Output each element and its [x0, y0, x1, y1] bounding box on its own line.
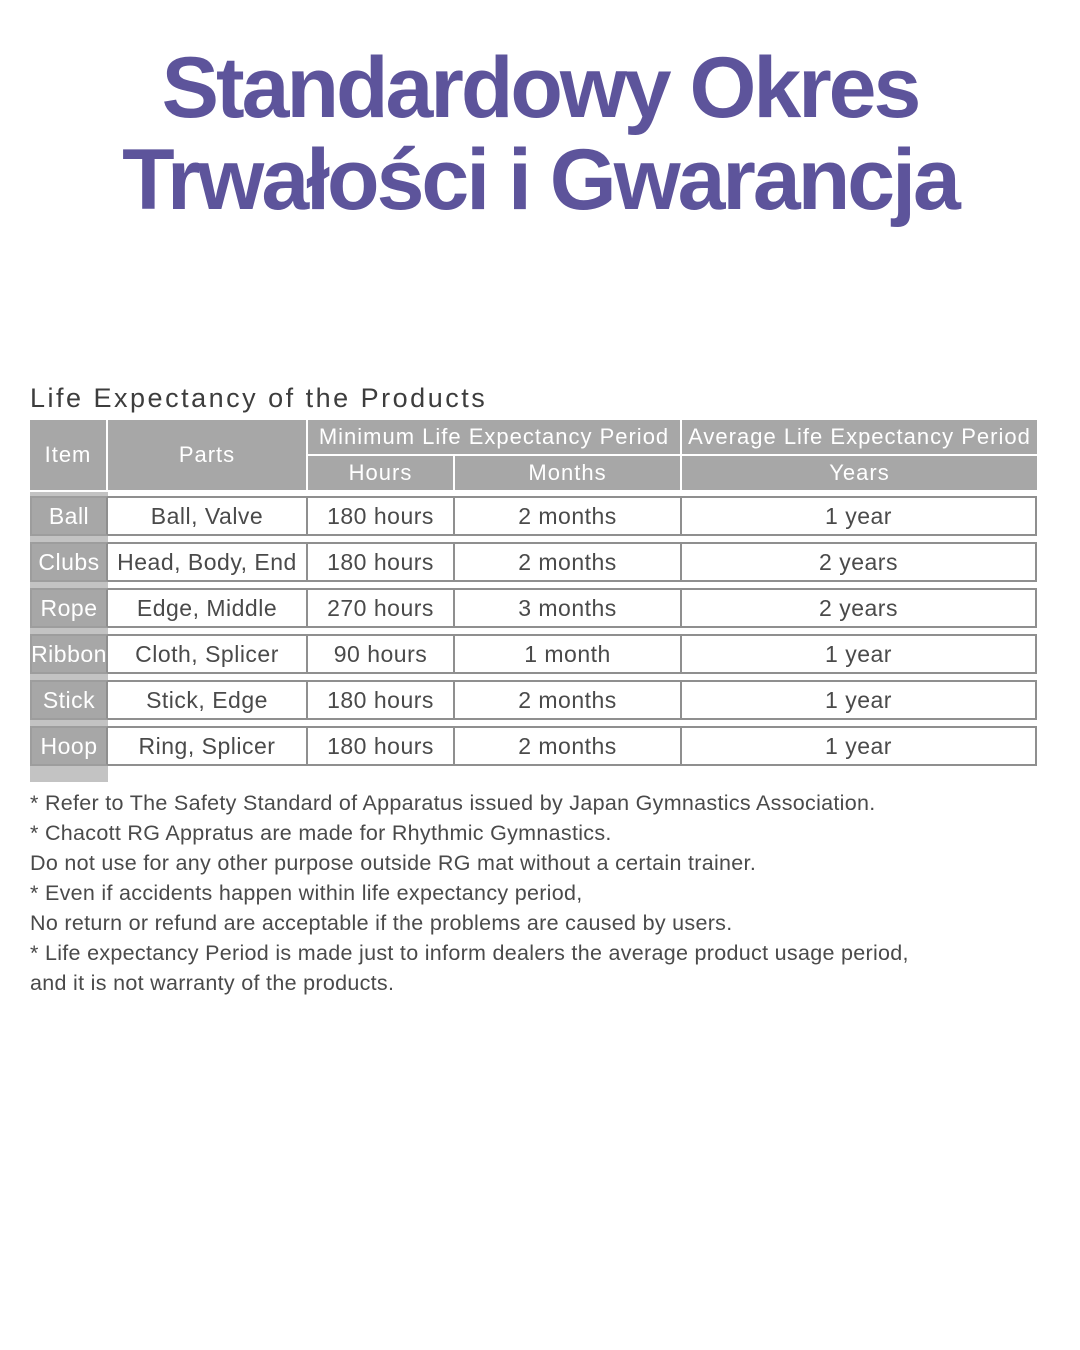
col-header-years: Years: [682, 456, 1037, 490]
cell-months: 2 months: [455, 680, 682, 720]
cell-parts: Edge, Middle: [108, 588, 308, 628]
cell-years: 2 years: [682, 588, 1037, 628]
footnote-line: * Refer to The Safety Standard of Apparatus issued by Japan Gymnastics Association.: [30, 791, 876, 815]
col-header-item: Item: [30, 420, 106, 490]
cell-months: 1 month: [455, 634, 682, 674]
row-item-label: Hoop: [30, 726, 108, 766]
table-row: [30, 542, 1037, 582]
row-item-label: Ball: [30, 496, 108, 536]
footnotes: [30, 788, 1040, 998]
table-row: [30, 680, 1037, 720]
cell-parts: Stick, Edge: [108, 680, 308, 720]
cell-hours: 270 hours: [308, 588, 455, 628]
row-item-label: Clubs: [30, 542, 108, 582]
cell-parts: Ring, Splicer: [108, 726, 308, 766]
row-item-label: Rope: [30, 588, 108, 628]
footnote-line: Do not use for any other purpose outside RG mat without a certain trainer.: [30, 851, 757, 875]
page-title: [0, 42, 1080, 226]
footnote-line: and it is not warranty of the products.: [30, 971, 395, 995]
col-header-minimum-group: Minimum Life Expectancy Period: [308, 420, 680, 454]
row-item-label: Stick: [30, 680, 108, 720]
life-expectancy-table: [30, 420, 1037, 766]
row-item-label: Ribbon: [30, 634, 108, 674]
cell-hours: 180 hours: [308, 542, 455, 582]
page-title-line1: Standardowy Okres: [161, 40, 919, 136]
col-header-parts: Parts: [108, 420, 306, 490]
table-row: [30, 496, 1037, 536]
table-row: [30, 588, 1037, 628]
cell-months: 3 months: [455, 588, 682, 628]
cell-parts: Cloth, Splicer: [108, 634, 308, 674]
footnote-line: * Life expectancy Period is made just to inform dealers the average product usage period,: [30, 941, 909, 965]
col-header-hours: Hours: [308, 456, 453, 490]
col-header-months: Months: [455, 456, 680, 490]
cell-hours: 180 hours: [308, 726, 455, 766]
cell-months: 2 months: [455, 542, 682, 582]
cell-hours: 180 hours: [308, 680, 455, 720]
cell-years: 1 year: [682, 680, 1037, 720]
table-row: [30, 726, 1037, 766]
footnote-line: No return or refund are acceptable if the problems are caused by users.: [30, 911, 733, 935]
cell-years: 1 year: [682, 634, 1037, 674]
footnote-line: * Chacott RG Appratus are made for Rhythmic Gymnastics.: [30, 821, 612, 845]
table-row: [30, 634, 1037, 674]
cell-parts: Ball, Valve: [108, 496, 308, 536]
cell-years: 2 years: [682, 542, 1037, 582]
cell-years: 1 year: [682, 726, 1037, 766]
cell-months: 2 months: [455, 496, 682, 536]
cell-months: 2 months: [455, 726, 682, 766]
cell-years: 1 year: [682, 496, 1037, 536]
footnote-line: * Even if accidents happen within life expectancy period,: [30, 881, 583, 905]
cell-hours: 180 hours: [308, 496, 455, 536]
page-title-line2: Trwałości i Gwarancja: [122, 132, 958, 228]
cell-hours: 90 hours: [308, 634, 455, 674]
cell-parts: Head, Body, End: [108, 542, 308, 582]
col-header-average-group: Average Life Expectancy Period: [682, 420, 1037, 454]
section-title: Life Expectancy of the Products: [30, 383, 488, 413]
table-header: [30, 420, 1037, 490]
